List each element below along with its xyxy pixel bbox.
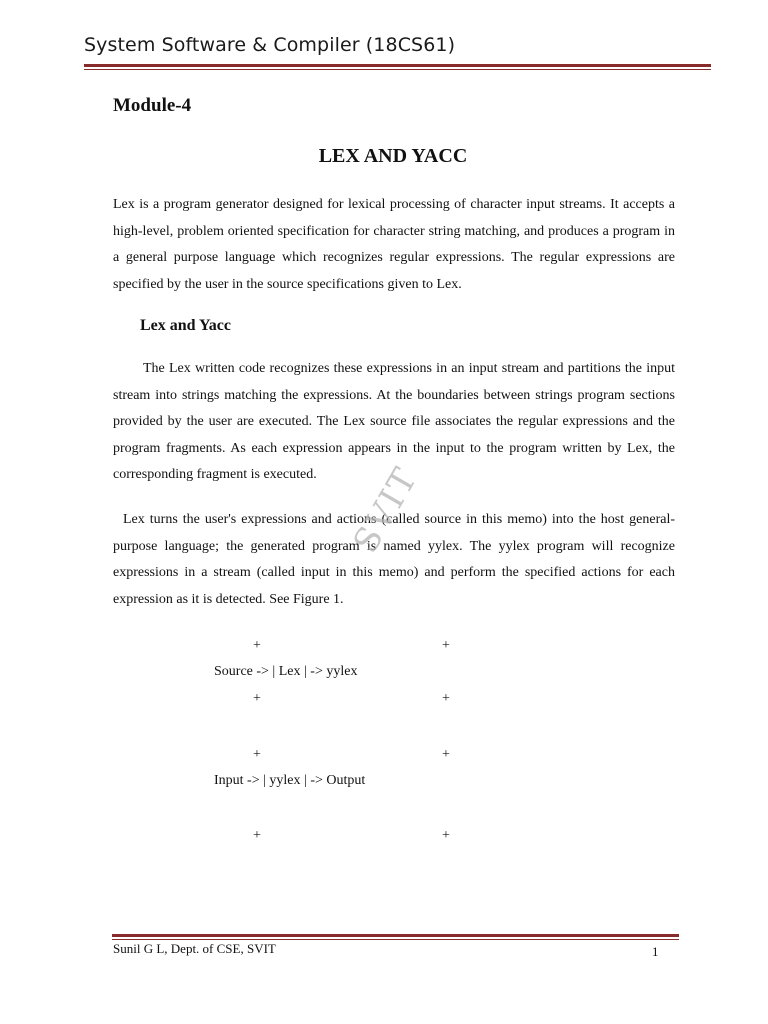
header-rule-thin (84, 69, 711, 70)
diagram-corner: + (442, 638, 450, 653)
diagram-corner: + (253, 638, 261, 653)
page-number: 1 (652, 944, 659, 959)
diagram-corner: + (442, 691, 450, 706)
intro-paragraph: Lex is a program generator designed for lexical processing of character input streams. It accepts a high-level, problem oriented specification for character string matching, and produces a program in a general purpose language which recognizes regular expressions. The regular expressions are specified by the user in the source specifications given to Lex. (113, 197, 675, 292)
header-title: System Software & Compiler (18CS61) (84, 34, 456, 56)
diagram-corner: + (253, 828, 261, 843)
watermark: SVIT (345, 460, 427, 560)
footer-rule (112, 934, 679, 937)
diagram-corner: + (442, 747, 450, 762)
diagram-corner: + (253, 691, 261, 706)
body-paragraph-2: Lex turns the user's expressions and actions (called source in this memo) into the host general-purpose language; the generated program is named yylex. The yylex program will recognize expressions in a stream (called input in this memo) and perform the specified actions for each expression as it is detected. See Figure 1. (113, 512, 675, 607)
diagram-corner: + (442, 828, 450, 843)
section-heading: Lex and Yacc (140, 317, 231, 334)
header-rule (84, 64, 711, 67)
diagram-corner: + (253, 747, 261, 762)
module-heading: Module-4 (113, 95, 192, 116)
footer-rule-thin (112, 939, 679, 940)
body-paragraph: The Lex written code recognizes these expressions in an input stream and partitions the input stream into strings matching the expressions. At the boundaries between strings program sections provided by the user are executed. The Lex source file associates the regular expressions and the program fragments. As each expression appears in the input to the program written by Lex, the corresponding fragment is executed. (113, 361, 675, 482)
page-title: LEX AND YACC (318, 145, 468, 167)
diagram-line-input: Input -> | yylex | -> Output (214, 773, 366, 788)
diagram-line-source: Source -> | Lex | -> yylex (214, 664, 358, 679)
footer-author: Sunil G L, Dept. of CSE, SVIT (113, 941, 276, 956)
